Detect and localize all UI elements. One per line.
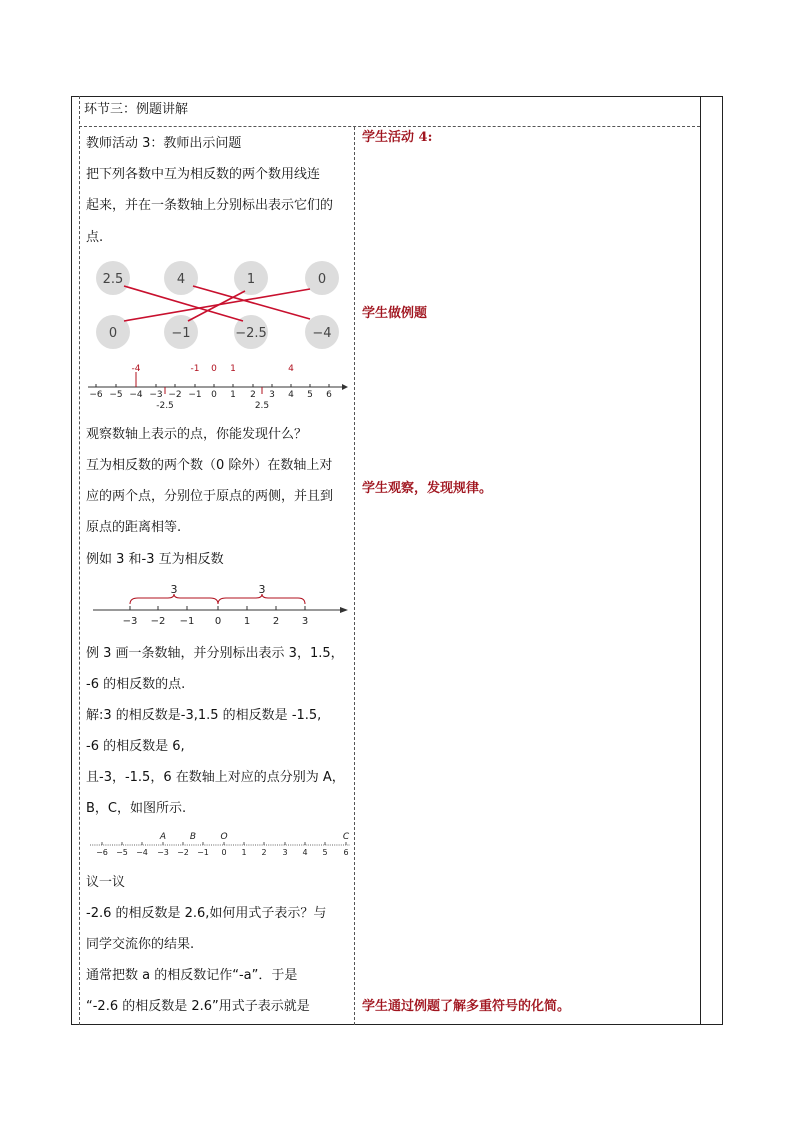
solution-line-4: B，C，如图所示. (86, 801, 187, 816)
axis2-tick-4: 0 (214, 616, 222, 627)
solution-line-1: 解:3 的相反数是-3,1.5 的相反数是 -1.5, (86, 708, 322, 723)
discuss-line-2: 同学交流你的结果. (86, 937, 195, 952)
axis1-tick-1: −6 (89, 390, 103, 400)
axis2-tick-3: −1 (179, 616, 195, 627)
number-line-2 (88, 582, 350, 628)
rule-line-2: 应的两个点，分别位于原点的两侧，并且到 (86, 489, 334, 504)
teacher-activity: 教师活动 3：教师出示问题 (86, 136, 242, 151)
circle-top-1: 2.5 (102, 272, 124, 287)
problem-line-3: 点. (86, 230, 104, 245)
axis3-tick-2: −5 (116, 848, 128, 857)
rule-line-3: 原点的距离相等. (86, 520, 182, 535)
axis1-tick-12: 5 (307, 390, 313, 400)
rule-line-1: 互为相反数的两个数（0 除外）在数轴上对 (86, 458, 333, 473)
axis1-mark-1: 1 (230, 364, 236, 374)
problem-line-2: 起来，并在一条数轴上分别标出表示它们的 (86, 198, 334, 213)
student-note-2: 学生观察，发现规律。 (362, 481, 493, 496)
axis3-tick-8: 1 (241, 848, 247, 857)
axis1-tick-6: −1 (188, 390, 202, 400)
section-title: 环节三：例题讲解 (84, 102, 189, 117)
example3-line-1: 例 3 画一条数轴，并分别标出表示 3，1.5， (86, 646, 344, 661)
opposites-matching-figure (88, 258, 348, 358)
circle-bottom-3: −2.5 (235, 326, 267, 341)
circle-top-3: 1 (246, 272, 256, 287)
axis1-mark-neg4: -4 (131, 364, 141, 374)
discuss-line-1: -2.6 的相反数是 2.6,如何用式子表示？与 (86, 906, 327, 921)
axis3-tick-7: 0 (221, 848, 227, 857)
circle-bottom-1: 0 (108, 326, 118, 341)
axis1-tick-8: 1 (230, 390, 236, 400)
axis3-tick-6: −1 (197, 848, 209, 857)
solution-line-2: -6 的相反数是 6, (86, 739, 185, 754)
student-note-1: 学生做例题 (362, 306, 428, 321)
inner-right-border (700, 96, 701, 1025)
axis1-tick-11: 4 (288, 390, 294, 400)
discuss-title: 议一议 (86, 875, 126, 890)
circle-bottom-4: −4 (312, 326, 332, 341)
problem-line-1: 把下列各数中互为相反数的两个数用线连 (86, 167, 321, 182)
axis1-mark-4: 4 (288, 364, 294, 374)
axis3-tick-12: 5 (322, 848, 328, 857)
axis3-tick-3: −4 (136, 848, 148, 857)
axis3-tick-10: 3 (282, 848, 288, 857)
axis1-tick-5: −2 (168, 390, 182, 400)
example-intro: 例如 3 和-3 互为相反数 (86, 552, 224, 567)
axis1-tick-4: −3 (149, 390, 163, 400)
axis1-tick-9: 2 (250, 390, 256, 400)
circle-bottom-2: −1 (171, 326, 191, 341)
axis1-mark-neg1: -1 (190, 364, 200, 374)
axis3-point-C: C (342, 832, 350, 842)
axis1-tick-10: 3 (269, 390, 275, 400)
matching-lines (124, 286, 310, 321)
axis3-tick-9: 2 (261, 848, 267, 857)
axis2-tick-2: −2 (150, 616, 166, 627)
example3-line-2: -6 的相反数的点. (86, 677, 186, 692)
header-divider (79, 126, 700, 127)
axis2-brace-right-label: 3 (258, 583, 266, 596)
column-divider (354, 127, 355, 1025)
number-line-3 (86, 828, 350, 860)
axis1-mark-0: 0 (211, 364, 217, 374)
axis3-point-A: A (159, 832, 167, 842)
inner-left-border (79, 96, 80, 1025)
axis1-tick-7: 0 (211, 390, 217, 400)
axis1-tick-13: 6 (326, 390, 332, 400)
axis2-tick-6: 2 (272, 616, 280, 627)
axis3-tick-4: −3 (157, 848, 169, 857)
question: 观察数轴上表示的点，你能发现什么？ (86, 427, 308, 442)
axis3-tick-13: 6 (343, 848, 349, 857)
student-activity: 学生活动 4: (362, 130, 433, 145)
axis3-tick-5: −2 (177, 848, 189, 857)
notation-line-1: 通常把数 a 的相反数记作“-a”．于是 (86, 968, 298, 983)
axis1-mark-neg2.5: -2.5 (156, 401, 174, 411)
notation-line-2: “-2.6 的相反数是 2.6”用式子表示就是 (86, 999, 310, 1014)
axis3-point-B: B (189, 832, 197, 842)
axis3-tick-1: −6 (96, 848, 108, 857)
axis2-tick-1: −3 (122, 616, 138, 627)
axis2-tick-5: 1 (243, 616, 251, 627)
number-line-1 (86, 360, 348, 412)
axis3-point-O: O (220, 832, 228, 842)
axis2-brace-left-label: 3 (170, 583, 178, 596)
student-note-3: 学生通过例题了解多重符号的化简。 (362, 999, 571, 1014)
solution-line-3: 且-3，-1.5，6 在数轴上对应的点分别为 A， (86, 770, 345, 785)
axis2-tick-7: 3 (301, 616, 309, 627)
axis1-mark-2.5: 2.5 (254, 401, 270, 411)
axis1-tick-3: −4 (129, 390, 143, 400)
axis1-tick-2: −5 (109, 390, 123, 400)
circle-top-2: 4 (176, 272, 186, 287)
circle-top-4: 0 (317, 272, 327, 287)
axis3-tick-11: 4 (302, 848, 308, 857)
